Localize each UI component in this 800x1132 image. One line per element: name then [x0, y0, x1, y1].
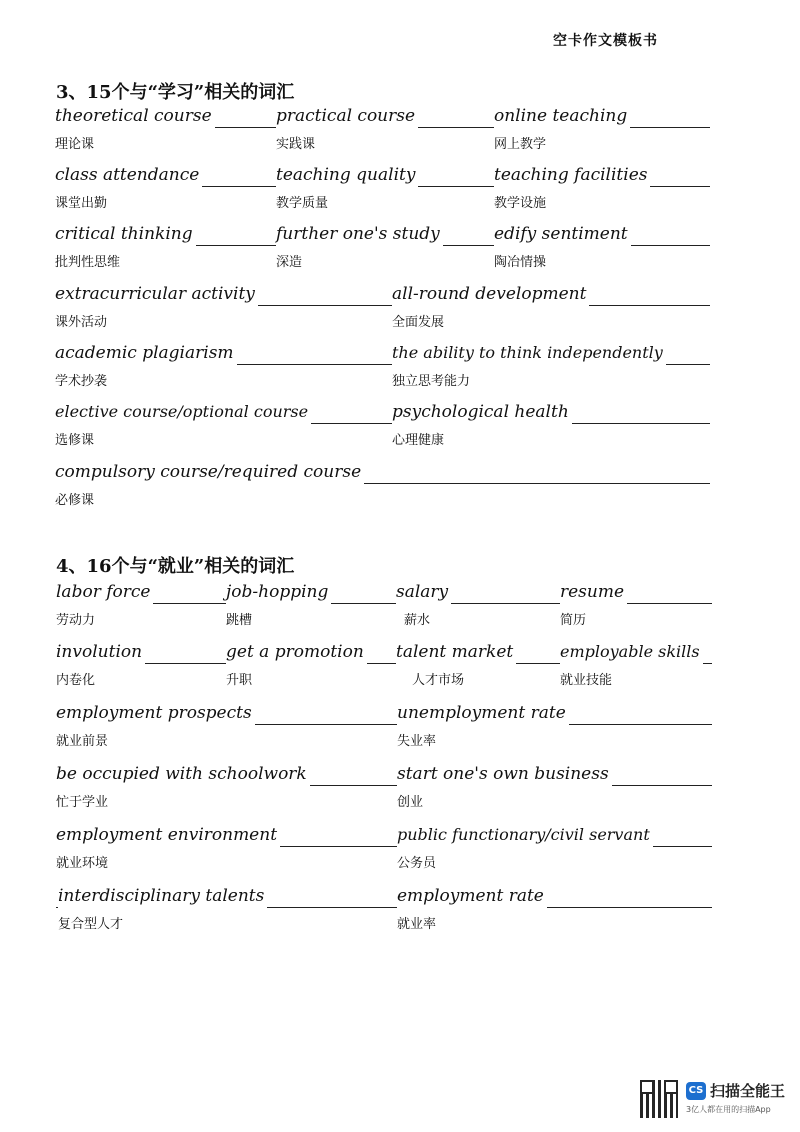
- vocab-chinese: 教学设施: [494, 196, 547, 211]
- vocab-chinese: 就业前景: [56, 734, 109, 749]
- vocab-english: job-hopping: [226, 580, 331, 604]
- vocab-chinese: 网上教学: [494, 137, 547, 152]
- vocab-chinese: 学术抄袭: [55, 374, 108, 389]
- vocab-chinese: 必修课: [55, 493, 95, 508]
- vocab-row: [55, 341, 710, 389]
- section-4-title: 4、16个与“就业”相关的词汇: [56, 556, 295, 577]
- qr-code-icon: [640, 1080, 678, 1118]
- vocab-chinese: 独立思考能力: [392, 374, 471, 389]
- vocab-chinese: 创业: [397, 795, 424, 810]
- vocab-english: all-round development: [392, 282, 589, 306]
- vocab-chinese: 复合型人才: [58, 917, 124, 932]
- vocab-chinese: 升职: [226, 673, 253, 688]
- vocab-english: theoretical course: [55, 104, 215, 128]
- vocab-english: compulsory course/required course: [55, 460, 364, 484]
- vocab-english: teaching facilities: [494, 163, 650, 187]
- vocab-english: start one's own business: [397, 762, 612, 786]
- vocab-chinese: 深造: [276, 255, 303, 270]
- vocab-english: public functionary/civil servant: [397, 823, 653, 847]
- book-title: 空卡作文模板书: [553, 33, 658, 49]
- camscanner-logo-icon: CS: [686, 1082, 706, 1100]
- vocab-row: [55, 163, 710, 211]
- vocab-row: [56, 823, 712, 871]
- vocab-english: critical thinking: [55, 222, 196, 246]
- vocab-chinese: 劳动力: [56, 613, 96, 628]
- vocab-english: further one's study: [276, 222, 443, 246]
- vocab-chinese: 失业率: [397, 734, 437, 749]
- vocab-chinese: 简历: [560, 613, 587, 628]
- vocab-english: the ability to think independently: [392, 341, 666, 365]
- vocab-chinese: 就业率: [397, 917, 437, 932]
- vocab-row: [55, 400, 710, 448]
- vocab-english: get a promotion: [226, 640, 367, 664]
- vocab-chinese: 心理健康: [392, 433, 445, 448]
- vocab-row: [56, 701, 712, 749]
- vocab-chinese: 就业技能: [560, 673, 613, 688]
- scanner-brand: 扫描全能王: [710, 1082, 786, 1100]
- vocab-chinese: 批判性思维: [55, 255, 121, 270]
- vocab-chinese: 课外活动: [55, 315, 108, 330]
- vocab-english: employment environment: [56, 823, 280, 847]
- vocab-row: [55, 222, 710, 270]
- vocab-row: [55, 282, 710, 330]
- vocab-english: unemployment rate: [397, 701, 569, 725]
- vocab-chinese: 课堂出勤: [55, 196, 108, 211]
- vocab-english: salary: [396, 580, 451, 604]
- vocab-english: academic plagiarism: [55, 341, 237, 365]
- vocab-chinese: 选修课: [55, 433, 95, 448]
- vocab-chinese: 陶冶情操: [494, 255, 547, 270]
- vocab-chinese: 就业环境: [56, 856, 109, 871]
- vocab-row: [56, 762, 712, 810]
- vocab-english: online teaching: [494, 104, 630, 128]
- vocab-english: employable skills: [560, 640, 703, 664]
- scanner-tagline: 3亿人都在用的扫描App: [686, 1105, 771, 1114]
- vocab-chinese: 薪水: [404, 613, 431, 628]
- section-3-title: 3、15个与“学习”相关的词汇: [56, 82, 295, 103]
- vocab-english: employment rate: [397, 884, 547, 908]
- vocab-english: be occupied with schoolwork: [56, 762, 310, 786]
- vocab-chinese: 理论课: [55, 137, 95, 152]
- vocab-english: interdisciplinary talents: [58, 884, 267, 908]
- vocab-chinese: 忙于学业: [56, 795, 109, 810]
- vocab-chinese: 人才市场: [412, 673, 465, 688]
- vocab-chinese: 跳槽: [226, 613, 253, 628]
- vocab-english: elective course/optional course: [55, 400, 311, 424]
- vocab-chinese: 教学质量: [276, 196, 329, 211]
- scanner-watermark: [640, 1080, 790, 1120]
- vocab-chinese: 实践课: [276, 137, 316, 152]
- vocab-chinese: 公务员: [397, 856, 437, 871]
- vocab-chinese: 全面发展: [392, 315, 445, 330]
- vocab-english: edify sentiment: [494, 222, 631, 246]
- vocab-english: practical course: [276, 104, 418, 128]
- vocab-english: extracurricular activity: [55, 282, 258, 306]
- vocab-english: labor force: [56, 580, 153, 604]
- vocab-english: psychological health: [392, 400, 572, 424]
- vocab-row: [56, 580, 712, 628]
- vocab-english: resume: [560, 580, 627, 604]
- vocab-english: involution: [56, 640, 145, 664]
- vocab-english: employment prospects: [56, 701, 255, 725]
- vocab-row: [55, 104, 710, 152]
- vocab-row: [55, 460, 710, 508]
- vocab-row: [56, 884, 712, 932]
- vocab-english: class attendance: [55, 163, 202, 187]
- vocab-english: talent market: [396, 640, 516, 664]
- vocab-chinese: 内卷化: [56, 673, 96, 688]
- vocab-english: teaching quality: [276, 163, 418, 187]
- vocab-row: [56, 640, 712, 688]
